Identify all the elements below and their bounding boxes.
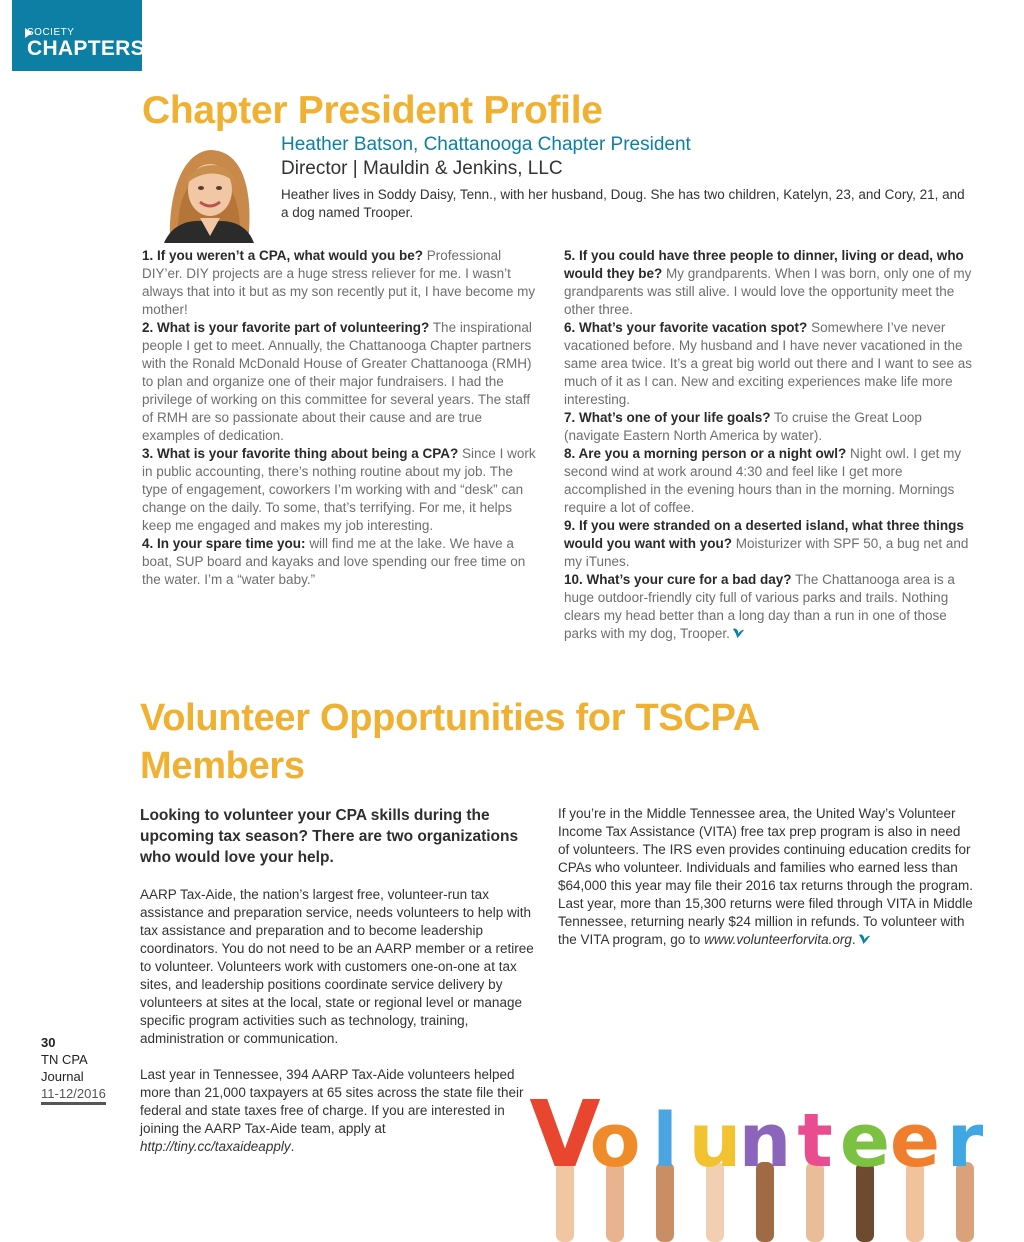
qa-question: 1. If you weren’t a CPA, what would you be? bbox=[142, 248, 424, 263]
qa-answer: Somewhere I’ve never vacationed before. My husband and I have never vacationed in the same area twice. It’s a great big world out there and I want to see as much of it as I can. New and exciting experiences make life more interesting. bbox=[564, 320, 972, 407]
qa-item bbox=[142, 535, 542, 589]
paragraph-end: . bbox=[290, 1139, 295, 1154]
qa-item bbox=[142, 319, 542, 445]
qa-item bbox=[564, 247, 974, 319]
page-folio bbox=[41, 1034, 106, 1102]
volunteer-letters-image bbox=[529, 1070, 990, 1237]
qa-answer: My grandparents. When I was born, only one of my grandparents was still alive. I would love the opportunity meet the other three. bbox=[564, 266, 972, 317]
qa-item bbox=[142, 445, 542, 535]
volunteer-letter: t bbox=[797, 1098, 833, 1184]
volunteer-letter: u bbox=[688, 1098, 742, 1184]
qa-question: 5. If you could have three people to dinner, living or dead, who would they be? bbox=[564, 248, 964, 281]
qa-answer: Since I work in public accounting, there’s nothing routine about my job. The type of engagement, coworkers I’m working with and “desk” can change on the daily. To some, that’s terrifying. For me, it helps keep me engaged and makes my job interesting. bbox=[142, 446, 536, 533]
end-of-article-icon bbox=[858, 933, 871, 945]
qa-question: 6. What’s your favorite vacation spot? bbox=[564, 320, 808, 335]
qa-question: 4. In your spare time you: bbox=[142, 536, 306, 551]
volunteer-letter: V bbox=[529, 1081, 601, 1188]
volunteer-paragraph bbox=[140, 1066, 535, 1156]
qa-item bbox=[564, 319, 974, 409]
qa-question: 2. What is your favorite part of volunteering? bbox=[142, 320, 430, 335]
qa-item bbox=[564, 409, 974, 445]
volunteer-paragraph: AARP Tax-Aide, the nation’s largest free, volunteer-run tax assistance and preparation service, needs volunteers to help with tax assistance and preparation and to become leadership coordinators. You do not need to be an AARP member or a retiree to volunteer. Volunteers work with customers one-on-one at tax sites, and leadership positions coordinate service delivery by volunteers at sites at the local, state or regional level or manage specific program activities such as technology, training, administration or communication. bbox=[140, 887, 534, 1046]
president-name: Heather Batson, Chattanooga Chapter President bbox=[281, 134, 691, 155]
page-number: 30 bbox=[41, 1035, 56, 1050]
volunteer-intro: Looking to volunteer your CPA skills during the upcoming tax season? There are two organizations who would love your help. bbox=[140, 807, 519, 866]
paragraph-end: . bbox=[851, 932, 856, 947]
volunteer-paragraph bbox=[558, 805, 973, 949]
qa-answer: Night owl. I get my second wind at work around 4:30 and feel like I get more accomplished in the evening hours than in the morning. Mornings require a lot of coffee. bbox=[564, 446, 962, 515]
qa-answer: Professional DIY’er. DIY projects are a huge stress reliever for me. I wasn’t always that into it but as my son recently put it, I have become my mother! bbox=[142, 248, 536, 317]
volunteer-letter: e bbox=[839, 1098, 891, 1184]
profile-headline: Chapter President Profile bbox=[142, 89, 603, 132]
volunteer-letter: o bbox=[589, 1098, 641, 1184]
qa-answer: To cruise the Great Loop (navigate Eastern North America by water). bbox=[564, 410, 922, 443]
qa-question: 3. What is your favorite thing about being a CPA? bbox=[142, 446, 459, 461]
qa-question: 9. If you were stranded on a deserted island, what three things would you want with you? bbox=[564, 518, 964, 551]
volunteer-letters-graphic bbox=[529, 1070, 990, 1237]
qa-question: 10. What’s your cure for a bad day? bbox=[564, 572, 792, 587]
president-bio: Heather lives in Soddy Daisy, Tenn., with her husband, Doug. She has two children, Katelyn, 23, and Cory, 21, and a dog named Trooper. bbox=[281, 187, 965, 220]
volunteer-letter: l bbox=[652, 1098, 678, 1184]
publication-name-line2: Journal bbox=[41, 1069, 84, 1084]
paragraph-text: If you’re in the Middle Tennessee area, the United Way’s Volunteer Income Tax Assistance (VITA) free tax prep program is also in need of volunteers. The IRS even provides continuing education credits for CPAs who volunteer. Individuals and families who earned less than $64,000 this year may file their 2016 tax returns through the program. Last year, more than 15,300 returns were filed through VITA in Middle Tennessee, returning nearly $24 million in refunds. To volunteer with the VITA program, go to bbox=[558, 806, 973, 947]
issue-date: 11-12/2016 bbox=[41, 1086, 106, 1105]
volunteer-letter: n bbox=[738, 1098, 792, 1184]
qa-answer: will find me at the lake. We have a boat, SUP board and kayaks and love spending our free time on the water. I’m a “water baby.” bbox=[142, 536, 526, 587]
taxaide-link[interactable]: http://tiny.cc/taxaideapply bbox=[140, 1139, 291, 1154]
qa-item bbox=[564, 517, 974, 571]
qa-item bbox=[142, 247, 542, 319]
vita-link[interactable]: www.volunteerforvita.org bbox=[704, 932, 852, 947]
volunteer-column-right bbox=[558, 805, 973, 967]
qa-answer: The Chattanooga area is a huge outdoor-friendly city full of various parks and trails. Nothing clears my head better than a long day than a run in one of those parks with my dog, Trooper. bbox=[564, 572, 955, 641]
end-of-article-icon bbox=[732, 627, 745, 639]
qa-item bbox=[564, 445, 974, 517]
qa-question: 8. Are you a morning person or a night owl? bbox=[564, 446, 847, 461]
president-role: Director | Mauldin & Jenkins, LLC bbox=[281, 158, 563, 179]
publication-name-line1: TN CPA bbox=[41, 1052, 88, 1067]
qa-answer: Moisturizer with SPF 50, a bug net and my iTunes. bbox=[564, 536, 969, 569]
section-kicker: SOCIETY bbox=[27, 27, 75, 38]
portrait-photo bbox=[150, 138, 264, 243]
volunteer-letter: r bbox=[946, 1098, 984, 1184]
qa-column-left bbox=[142, 247, 542, 589]
volunteer-column-left bbox=[140, 886, 535, 1174]
volunteer-letter: e bbox=[889, 1098, 941, 1184]
qa-item bbox=[564, 571, 974, 643]
qa-question: 7. What’s one of your life goals? bbox=[564, 410, 771, 425]
section-title: CHAPTERS bbox=[27, 37, 145, 60]
qa-answer: The inspirational people I get to meet. Annually, the Chattanooga Chapter partners with the Ronald McDonald House of Greater Chattanooga (RMH) to plan and organize one of their major fundraisers. I had the privilege of working on this committee for several years. The staff of RMH are so passionate about their cause and are true examples of dedication. bbox=[142, 320, 532, 443]
paragraph-text: Last year in Tennessee, 394 AARP Tax-Aide volunteers helped more than 21,000 taxpayers at 65 sites across the state file their federal and state taxes free of charge. If you are interested in joining the AARP Tax-Aide team, apply at bbox=[140, 1067, 524, 1136]
qa-column-right bbox=[564, 247, 974, 643]
section-tab bbox=[12, 0, 145, 71]
volunteer-headline: Volunteer Opportunities for TSCPA Members bbox=[140, 697, 759, 787]
